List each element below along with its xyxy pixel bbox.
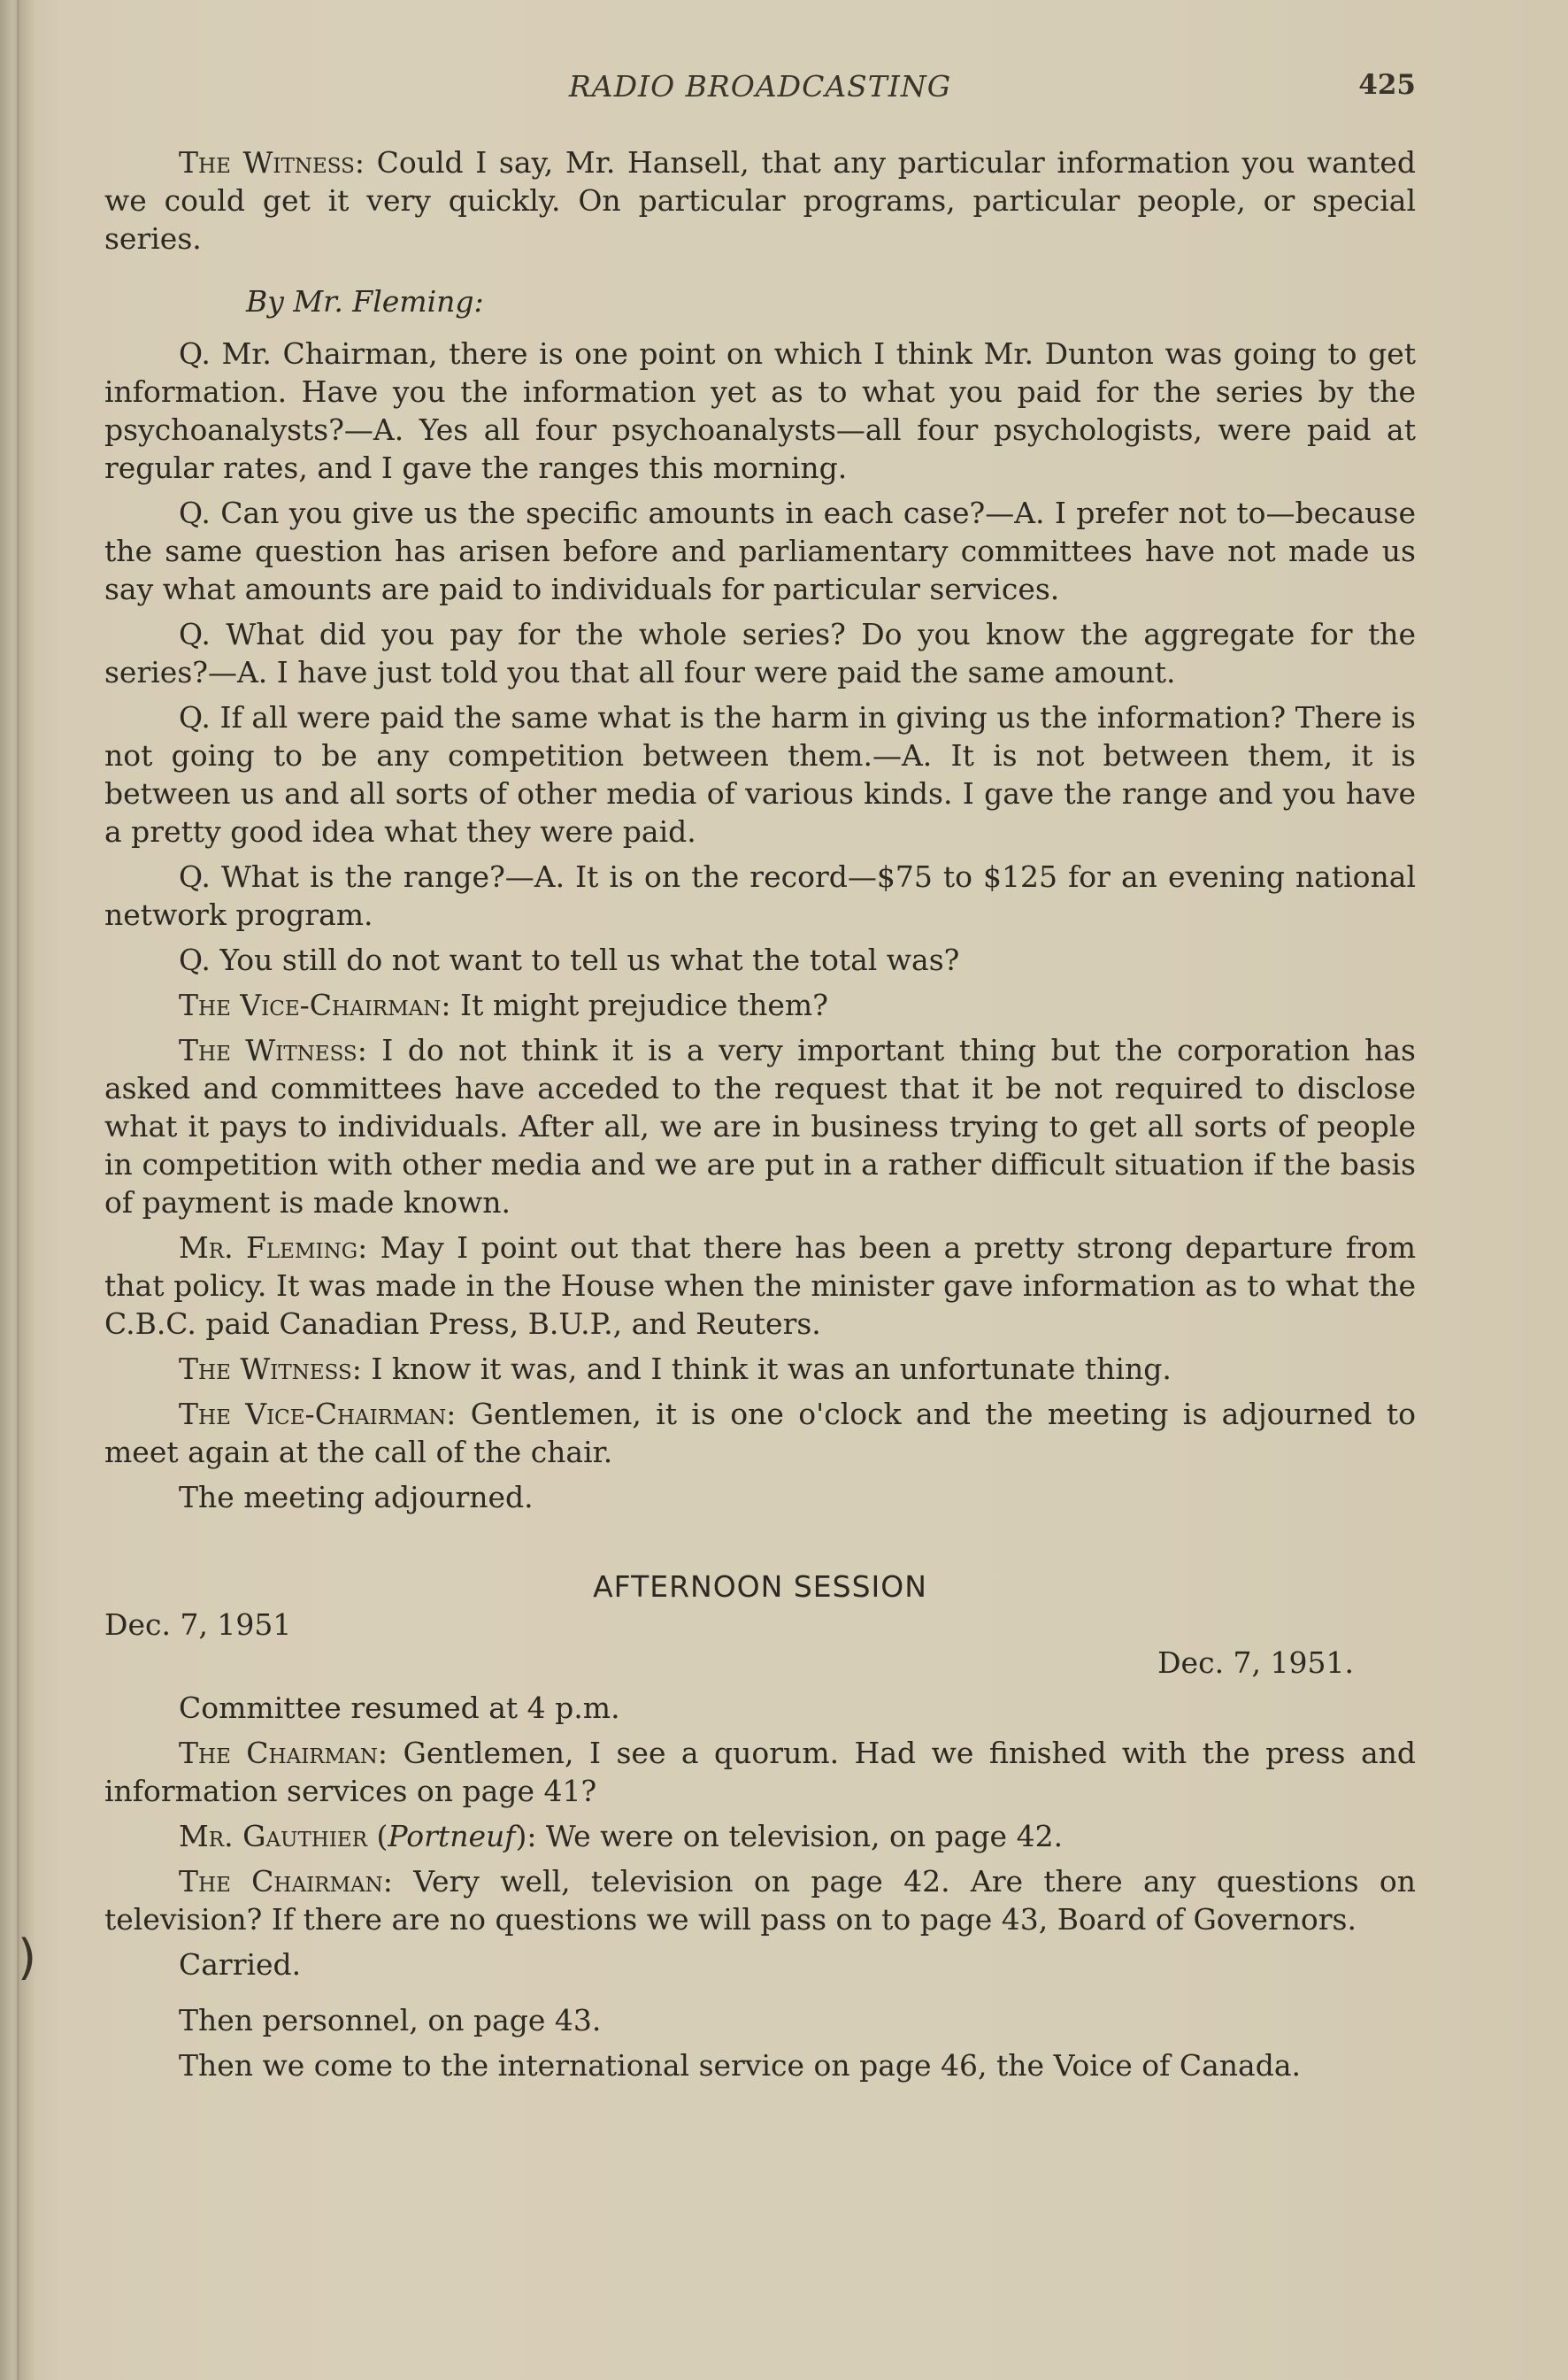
carried-note: Carried. [179, 1947, 302, 1982]
riding-name: Portneuf [388, 1819, 516, 1853]
chairman-statement [104, 1862, 1416, 1938]
book-binding-shadow [0, 0, 51, 2380]
speaker-name: The Witness [179, 1033, 357, 1067]
speaker-name: Mr. Gauthier [179, 1819, 368, 1853]
personnel-note: Then personnel, on page 43. [179, 2003, 602, 2037]
statement-text: : Very well, television on page 42. Are there any questions on television? If there are no questions we will pass on to page 43, Board of Governors. [104, 1864, 1417, 1937]
speaker-name: The Witness [179, 145, 355, 180]
binding-crease [17, 0, 19, 2380]
page-body [104, 143, 1416, 2091]
question-paragraph: Q. Mr. Chairman, there is one point on which I think Mr. Dunton was going to get information. Have you the information yet as to what you paid for the series by the psychoanalysts?—A. Yes all four psychoanalysts—all four psychologists, were paid at regular rates, and I gave the ranges this morning. [104, 336, 1416, 485]
meeting-adjourned: The meeting adjourned. [179, 1480, 534, 1514]
witness-statement [104, 1350, 1416, 1388]
question-paragraph: Q. You still do not want to tell us what the total was? [179, 943, 960, 977]
session-date-right: Dec. 7, 1951. [1157, 1645, 1354, 1680]
speaker-name: The Witness [179, 1352, 352, 1386]
binding-mark: ) [18, 1929, 37, 1985]
speaker-name: Mr. Fleming [179, 1230, 358, 1265]
witness-statement [104, 1031, 1416, 1221]
vice-chairman-statement [104, 1395, 1416, 1471]
session-date-left: Dec. 7, 1951 [104, 1607, 292, 1642]
statement-text: : We were on television, on page 42. [527, 1819, 1064, 1853]
statement-text: : I do not think it is a very important thing but the corporation has asked and committees have acceded to the request that it be not required to disclose what it pays to individuals. After all, we are in business trying to get all sorts of people in competition with other media and we are put in a rather difficult situation if the basis of payment is made known. [104, 1033, 1416, 1220]
speaker-name: The Vice-Chairman [179, 1397, 447, 1431]
gauthier-statement: Mr. Gauthier (Portneuf): We were on television, on page 42. [179, 1819, 1064, 1853]
speaker-name: The Chairman [179, 1864, 383, 1899]
chairman-statement [104, 1734, 1416, 1810]
statement-text: : I know it was, and I think it was an unfortunate thing. [351, 1352, 1172, 1386]
fleming-statement [104, 1229, 1416, 1343]
statement-text: : It might prejudice them? [441, 988, 828, 1022]
statement-text: : Gentlemen, I see a quorum. Had we finished with the press and information services on page 41? [104, 1736, 1416, 1808]
question-paragraph: Q. Can you give us the specific amounts in each case?—A. I prefer not to—because the same question has arisen before and parliamentary committees have not made us say what amounts are paid to individuals for particular services. [104, 496, 1416, 606]
committee-resumed: Committee resumed at 4 p.m. [179, 1691, 620, 1725]
speaker-name: The Vice-Chairman [179, 988, 442, 1022]
afternoon-session-heading: AFTERNOON SESSION [593, 1569, 927, 1604]
question-paragraph: Q. What did you pay for the whole series? Do you know the aggregate for the series?—A. I have just told you that all four were paid the same amount. [104, 617, 1416, 689]
speaker-name: The Chairman [179, 1736, 378, 1770]
running-title: RADIO BROADCASTING [568, 69, 952, 104]
byline-fleming: By Mr. Fleming: [246, 284, 484, 319]
page-header [104, 69, 1416, 113]
statement-text: : May I point out that there has been a pretty strong departure from that policy. It was made in the House when the minister gave information as to what the C.B.C. paid Canadian Press, B.U.P., and Reuters. [104, 1230, 1416, 1341]
question-paragraph: Q. If all were paid the same what is the harm in giving us the information? There is not going to be any competition between them.—A. It is not between them, it is between us and all sorts of other media of various kinds. I gave the range and you have a pretty good idea what they were paid. [104, 700, 1416, 849]
vice-chairman-statement [104, 986, 1416, 1024]
page-number: 425 [1358, 69, 1416, 101]
statement-text: : Gentlemen, it is one o'clock and the meeting is adjourned to meet again at the call of the chair. [104, 1397, 1416, 1469]
question-paragraph: Q. What is the range?—A. It is on the record—$75 to $125 for an evening national network program. [104, 859, 1416, 932]
statement-text: : Could I say, Mr. Hansell, that any particular information you wanted we could get it very quickly. On particular programs, particular people, or special series. [104, 145, 1417, 256]
witness-statement-hansell [104, 143, 1416, 258]
international-service-note: Then we come to the international service on page 46, the Voice of Canada. [179, 2048, 1302, 2083]
